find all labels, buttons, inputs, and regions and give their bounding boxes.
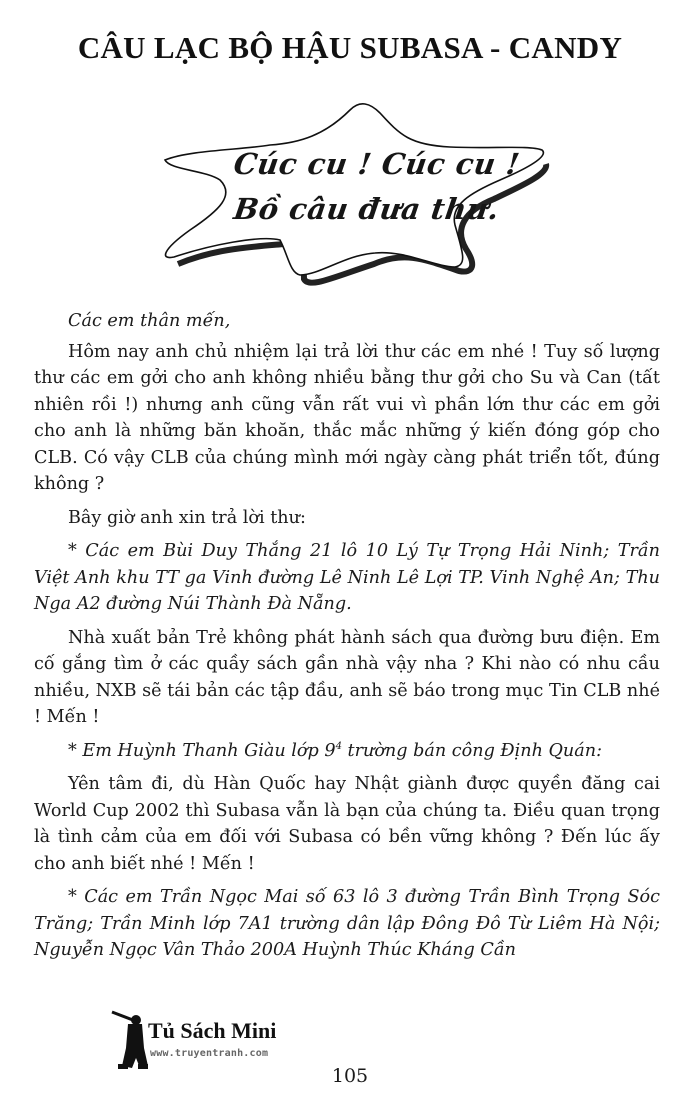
salutation: Các em thân mến, [68,311,231,331]
logo-title: Tủ Sách Mini [148,1018,277,1043]
star-banner [150,95,550,295]
letter-body [34,308,660,964]
logo-url: www.truyentranh.com [150,1048,269,1059]
paragraph-recipients-3: * Các em Trần Ngọc Mai số 63 lô 3 đường Trần Bình Trọng Sóc Trăng; Trần Minh lớp 7A1 trường dân lập Đông Đô Từ Liêm Hà Nội; Nguyễn Ngọc Vân Thảo 200A Huỳnh Thúc Kháng Cần [34,887,660,960]
recipient-school: trường bán công Định Quán: [341,740,603,761]
paragraph-recipients-2 [34,738,660,765]
paragraph-reply-lead: Bây giờ anh xin trả lời thư: [68,507,306,528]
banner-line-1: Cúc cu ! Cúc cu ! [231,147,522,181]
paragraph-answer-1: Nhà xuất bản Trẻ không phát hành sách qua đường bưu điện. Em cố gắng tìm ở các quầy sách gần nhà vậy nha ? Khi nào có nhu cầu nhiều, NXB sẽ tái bản các tập đầu, anh sẽ báo trong mục Tin CLB nhé ! Mến ! [34,627,660,727]
class-superscript: 4 [335,740,342,752]
page-number: 105 [331,1065,369,1087]
paragraph-intro: Hôm nay anh chủ nhiệm lại trả lời thư các em nhé ! Tuy số lượng thư các em gởi cho anh không nhiều bằng thư gởi cho Su và Can (tất nhiên rồi !) nhưng anh cũng vẫn rất vui vì phần lớn thư các em gởi cho anh là những băn khoăn, thắc mắc những ý kiến đóng góp cho CLB. Có vậy CLB của chúng mình mới ngày càng phát triển tốt, đúng không ? [34,341,660,494]
paragraph-recipients-1: * Các em Bùi Duy Thắng 21 lô 10 Lý Tự Trọng Hải Ninh; Trần Việt Anh khu TT ga Vinh đường Lê Ninh Lê Lợi TP. Vinh Nghệ An; Thu Nga A2 đường Núi Thành Đà Nẵng. [34,541,660,614]
recipient-text: * Em Huỳnh Thanh Giàu lớp 9 [68,740,336,761]
page-title: CÂU LẠC BỘ HẬU SUBASA - CANDY [77,30,623,65]
banner-line-2: Bồ câu đưa thư. [231,192,502,226]
publisher-logo [110,1008,310,1073]
paragraph-answer-2: Yên tâm đi, dù Hàn Quốc hay Nhật giành được quyền đăng cai World Cup 2002 thì Subasa vẫn là bạn của chúng ta. Điều quan trọng là tình cảm của em đối với Subasa có bền vững không ? Đến lúc ấy cho anh biết nhé ! Mến ! [34,774,660,874]
